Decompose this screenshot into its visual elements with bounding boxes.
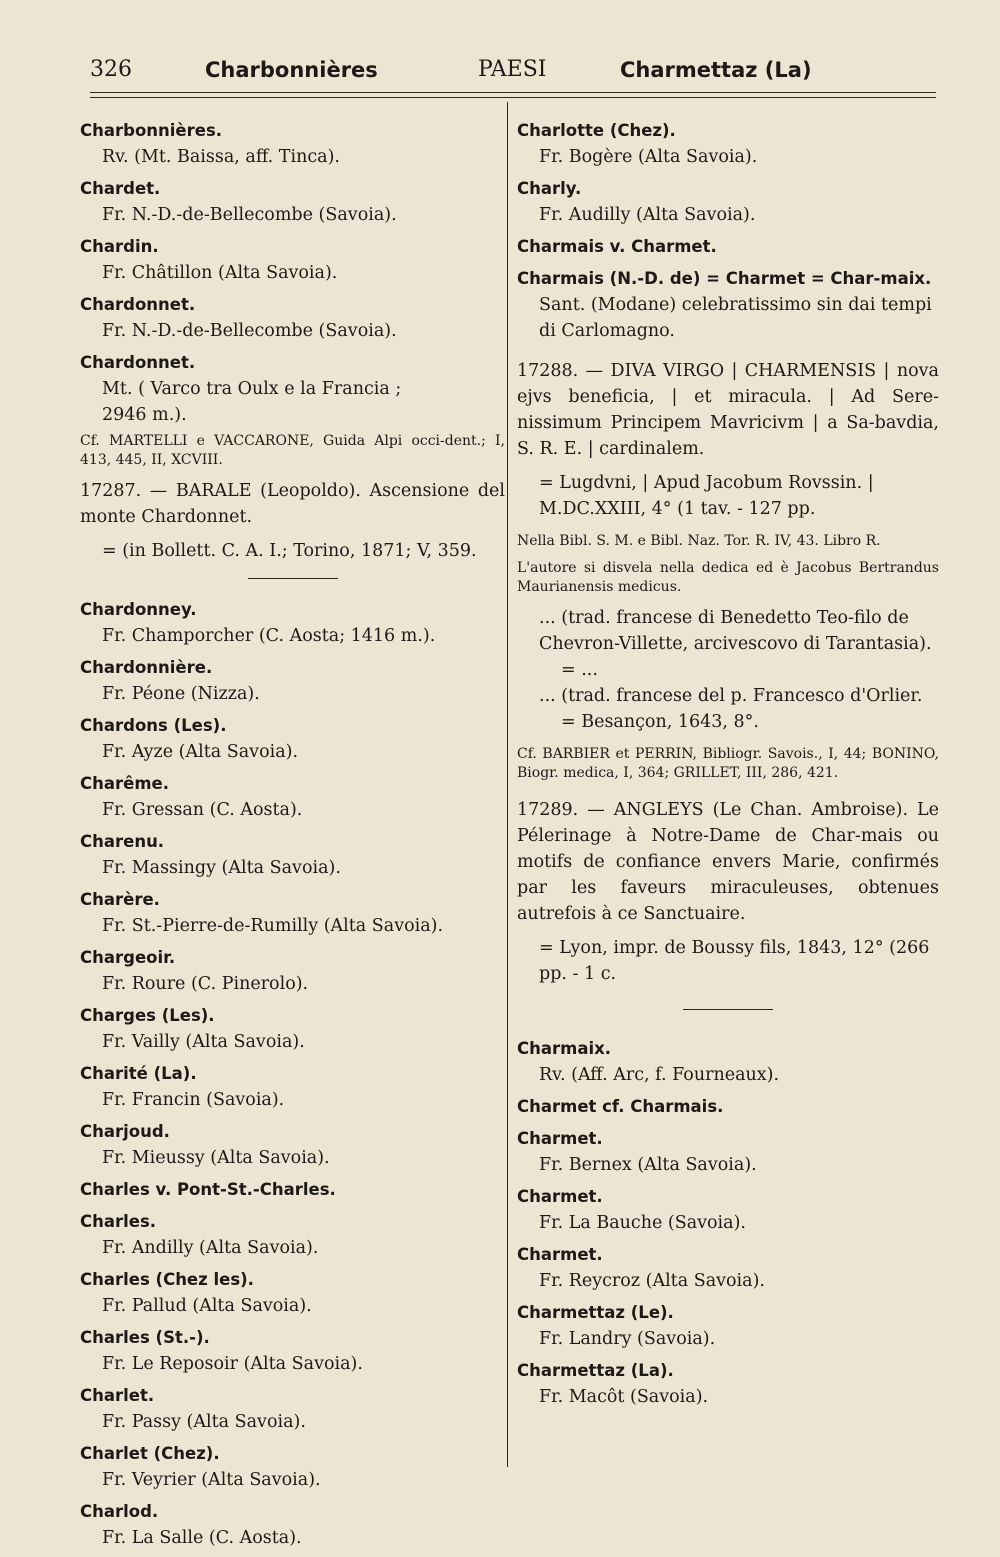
entry-line: Fr. Andilly (Alta Savoia).	[102, 1238, 319, 1258]
entry	[80, 887, 505, 939]
entry	[80, 1061, 505, 1113]
entry-heading: Charly.	[517, 179, 582, 198]
entry-heading: Chardonnet.	[80, 353, 196, 372]
separator-rule	[683, 1009, 773, 1010]
entry-line: Fr. N.-D.-de-Bellecombe (Savoia).	[102, 321, 397, 341]
entry-line: Fr. Massingy (Alta Savoia).	[102, 858, 341, 878]
entry-heading: Charlet.	[80, 1386, 155, 1405]
entry-line: Fr. Macôt (Savoia).	[539, 1387, 709, 1407]
entry-line: 2946 m.).	[102, 405, 187, 425]
bibliography-record: 17289. — ANGLEYS (Le Chan. Ambroise). Le Pélerinage à Notre-Dame de Char-mais ou motifs de confiance envers Marie, confirmés par les faveurs miraculeuses, obtenues autrefois à ce Sanctuaire.	[517, 800, 939, 924]
separator-rule	[248, 578, 338, 579]
entry-heading: Charmet.	[517, 1129, 603, 1148]
entry	[517, 266, 939, 344]
entry	[517, 1242, 939, 1294]
entry	[80, 1003, 505, 1055]
entry-heading: Charmettaz (Le).	[517, 1303, 674, 1322]
entry-heading: Charlet (Chez).	[80, 1444, 220, 1463]
entry	[80, 292, 505, 344]
entry-heading: Chargeoir.	[80, 948, 176, 967]
entry-line: Fr. Passy (Alta Savoia).	[102, 1412, 306, 1432]
entry	[80, 1325, 505, 1377]
entry-heading: Charmaix.	[517, 1039, 612, 1058]
entry	[80, 597, 505, 649]
entry-heading: Chardons (Les).	[80, 716, 227, 735]
citation-note: Cf. BARBIER et PERRIN, Bibliogr. Savois., I, 44; BONINO, Biogr. medica, I, 364; GRILLET, III, 286, 421.	[517, 746, 939, 781]
entry-heading: Charenu.	[80, 832, 165, 851]
entry-line: Fr. Pallud (Alta Savoia).	[102, 1296, 312, 1316]
entry-line: Fr. Veyrier (Alta Savoia).	[102, 1470, 321, 1490]
translation-imprint: = Besançon, 1643, 8°.	[561, 712, 759, 732]
bibliography-imprint: = Lyon, impr. de Boussy fils, 1843, 12° (266 pp. - 1 c.	[539, 938, 930, 984]
header-center-word: PAESI	[478, 57, 547, 82]
entry	[517, 118, 939, 170]
citation-note: Nella Bibl. S. M. e Bibl. Naz. Tor. R. IV, 43. Libro R.	[517, 533, 881, 549]
entry-line: Sant. (Modane) celebratissimo sin dai tempi di Carlomagno.	[539, 295, 932, 341]
entry-line: Fr. Audilly (Alta Savoia).	[539, 205, 756, 225]
entry	[80, 945, 505, 997]
entry-heading: Charmettaz (La).	[517, 1361, 674, 1380]
entry-line: Fr. Mieussy (Alta Savoia).	[102, 1148, 330, 1168]
translation-note: ... (trad. francese di Benedetto Teo-filo de Chevron-Villette, arcivescovo di Tarantasia).	[539, 608, 932, 654]
entry-line: Fr. Ayze (Alta Savoia).	[102, 742, 299, 762]
translation-imprint: = ...	[561, 660, 598, 680]
entry-heading: Charjoud.	[80, 1122, 170, 1141]
entry-heading: Charles v. Pont-St.-Charles.	[80, 1180, 336, 1199]
entry-line: Rv. (Mt. Baissa, aff. Tinca).	[102, 147, 340, 167]
entry-line: Fr. La Salle (C. Aosta).	[102, 1528, 302, 1548]
entry-line: Fr. Vailly (Alta Savoia).	[102, 1032, 305, 1052]
entry-line: Fr. Péone (Nizza).	[102, 684, 260, 704]
right-column	[517, 118, 939, 1416]
entry-heading: Charère.	[80, 890, 160, 909]
header-right-word: Charmettaz (La)	[620, 58, 812, 82]
entry-line: Fr. St.-Pierre-de-Rumilly (Alta Savoia).	[102, 916, 444, 936]
entry-heading: Charbonnières.	[80, 121, 223, 140]
entry-heading: Chardonnière.	[80, 658, 213, 677]
entry-line: Fr. Bernex (Alta Savoia).	[539, 1155, 757, 1175]
entry	[80, 1177, 505, 1203]
entry-heading: Chardet.	[80, 179, 161, 198]
entry-heading: Chardonnet.	[80, 295, 196, 314]
entry	[80, 713, 505, 765]
bibliography-imprint: = (in Bollett. C. A. I.; Torino, 1871; V, 359.	[102, 541, 477, 561]
entry	[517, 176, 939, 228]
entry-line: Rv. (Aff. Arc, f. Fourneaux).	[539, 1065, 780, 1085]
bibliography-imprint: = Lugdvni, | Apud Jacobum Rovssin. | M.DC.XXIII, 4° (1 tav. - 127 pp.	[539, 473, 874, 519]
citation-note: Cf. MARTELLI e VACCARONE, Guida Alpi occi-dent.; I, 413, 445, II, XCVIII.	[80, 433, 505, 468]
entry	[80, 118, 505, 170]
entry	[80, 829, 505, 881]
entry-heading: Charges (Les).	[80, 1006, 215, 1025]
entry-heading: Charles.	[80, 1212, 157, 1231]
entry	[517, 1036, 939, 1088]
entry	[517, 1126, 939, 1178]
header-rule-bottom	[90, 97, 936, 98]
entry-heading: Chardonney.	[80, 600, 197, 619]
bibliography-record: 17287. — BARALE (Leopoldo). Ascensione del monte Chardonnet.	[80, 481, 505, 527]
entry-line: Fr. Châtillon (Alta Savoia).	[102, 263, 338, 283]
entry	[80, 1499, 505, 1551]
entry-heading: Charité (La).	[80, 1064, 197, 1083]
page-number: 326	[90, 57, 132, 82]
entry	[80, 1383, 505, 1435]
entry-heading: Charlotte (Chez).	[517, 121, 676, 140]
entry	[80, 771, 505, 823]
translation-note: ... (trad. francese del p. Francesco d'Orlier.	[539, 686, 923, 706]
entry	[517, 234, 939, 260]
entry	[517, 1184, 939, 1236]
entry-line: Fr. Le Reposoir (Alta Savoia).	[102, 1354, 363, 1374]
entry-line: Fr. Landry (Savoia).	[539, 1329, 716, 1349]
header-left-word: Charbonnières	[205, 58, 378, 82]
entry-heading: Charmet cf. Charmais.	[517, 1097, 724, 1116]
entry-heading: Charmais v. Charmet.	[517, 237, 717, 256]
entry-line: Fr. N.-D.-de-Bellecombe (Savoia).	[102, 205, 397, 225]
entry-heading: Charlod.	[80, 1502, 159, 1521]
entry	[517, 1358, 939, 1410]
entry-heading: Charles (Chez les).	[80, 1270, 254, 1289]
entry	[80, 655, 505, 707]
entry	[517, 1094, 939, 1120]
entry-heading: Charême.	[80, 774, 169, 793]
header-rule-top	[90, 92, 936, 93]
entry-heading: Chardin.	[80, 237, 159, 256]
entry-heading: Charles (St.-).	[80, 1328, 210, 1347]
entry-heading: Charmet.	[517, 1187, 603, 1206]
entry	[80, 1441, 505, 1493]
entry	[517, 1300, 939, 1352]
entry	[80, 1267, 505, 1319]
entry	[80, 176, 505, 228]
entry	[80, 1119, 505, 1171]
entry-line: Fr. Bogère (Alta Savoia).	[539, 147, 758, 167]
entry	[80, 350, 505, 470]
entry-heading: Charmais (N.-D. de) = Charmet = Char-maix.	[517, 269, 932, 288]
entry-line: Fr. La Bauche (Savoia).	[539, 1213, 746, 1233]
entry-heading: Charmet.	[517, 1245, 603, 1264]
column-divider	[507, 102, 508, 1467]
entry	[80, 234, 505, 286]
entry-line: Fr. Roure (C. Pinerolo).	[102, 974, 309, 994]
entry-line: Fr. Champorcher (C. Aosta; 1416 m.).	[102, 626, 436, 646]
entry-line: Fr. Reycroz (Alta Savoia).	[539, 1271, 765, 1291]
entry-line: Fr. Gressan (C. Aosta).	[102, 800, 303, 820]
entry-line: Fr. Francin (Savoia).	[102, 1090, 285, 1110]
left-column	[80, 118, 505, 1557]
bibliography-record: 17288. — DIVA VIRGO | CHARMENSIS | nova ejvs beneficia, | et miracula. | Ad Sere-nissimum Principem Mavricivm | a Sa-bavdia, S. R. E. | cardinalem.	[517, 361, 939, 459]
citation-note: L'autore si disvela nella dedica ed è Jacobus Bertrandus Maurianensis medicus.	[517, 560, 939, 595]
entry	[80, 1209, 505, 1261]
entry-line: Mt. ( Varco tra Oulx e la Francia ;	[102, 379, 402, 399]
